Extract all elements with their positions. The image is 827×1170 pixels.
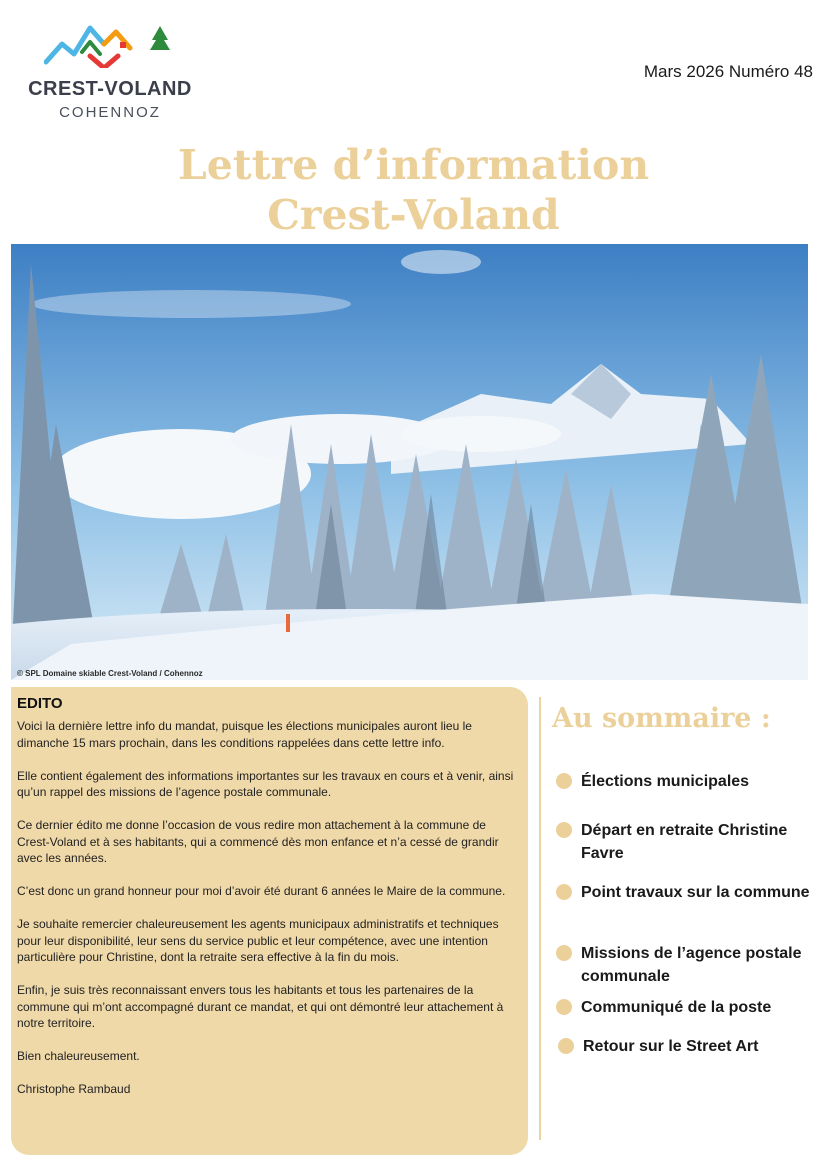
sommaire-item[interactable]: [558, 1035, 816, 1058]
edito-paragraph: Ce dernier édito me donne l’occasion de vous redire mon attachement à la commune de Crest-Voland et à ses habitants, qui a commencé dès mon enfance et n’a cessé de grandir avec les années.: [17, 818, 499, 865]
snowy-landscape-image: [11, 244, 808, 680]
sommaire-item[interactable]: [556, 881, 816, 904]
edito-paragraph: Enfin, je suis très reconnaissant envers tous les habitants et tous les partenaires de la commune qui m’ont accompagné durant ce mandat, et qui ont démontré leur attachement à notre territoire.: [17, 983, 504, 1030]
edito-paragraph: Je souhaite remercier chaleureusement les agents municipaux administratifs et techniques pour leur disponibilité, leur sens du service public et leur compétence, avec une intention particulière pour Christine, dont la retraite sera effective à la fin du mois.: [17, 917, 499, 964]
sommaire-item-label: Point travaux sur la commune: [581, 884, 810, 901]
commune-logo: [14, 22, 206, 124]
title-line-2: Crest-Voland: [267, 191, 560, 239]
bullet-dot-icon: [556, 884, 572, 900]
mountain-logo-icon: [44, 22, 174, 68]
edito-paragraph: Bien chaleureusement.: [17, 1049, 140, 1063]
cover-photo: [11, 244, 808, 680]
sommaire-item-label: Retour sur le Street Art: [583, 1038, 759, 1055]
sommaire-item[interactable]: [556, 996, 816, 1019]
edito-title: EDITO: [17, 695, 63, 712]
edito-paragraph: C’est donc un grand honneur pour moi d’avoir été durant 6 années le Maire de la commune.: [17, 884, 506, 898]
bullet-dot-icon: [558, 1038, 574, 1054]
sommaire-item-label: Missions de l’agence postale communale: [581, 945, 802, 985]
edito-paragraph: Elle contient également des informations importantes sur les travaux en cours et à venir, ainsi qu’un rappel des missions de l’agence postale communale.: [17, 768, 514, 799]
sommaire-item[interactable]: [556, 819, 816, 865]
bullet-dot-icon: [556, 773, 572, 789]
bullet-dot-icon: [556, 945, 572, 961]
logo-name: CREST-VOLAND: [28, 78, 192, 100]
sommaire-item-label: Communiqué de la poste: [581, 999, 772, 1016]
logo-subtitle: COHENNOZ: [59, 104, 161, 121]
edito-panel: [11, 687, 528, 1155]
column-divider: [539, 697, 541, 1140]
edito-paragraph: Voici la dernière lettre info du mandat, puisque les élections municipales auront lieu le dimanche 15 mars prochain, dans les conditions rappelées dans cette lettre info.: [17, 719, 472, 750]
bullet-dot-icon: [556, 999, 572, 1015]
sommaire-item[interactable]: [556, 942, 818, 988]
bullet-dot-icon: [556, 822, 572, 838]
edito-signature: Christophe Rambaud: [17, 1082, 131, 1096]
sommaire-title: Au sommaire :: [552, 703, 771, 734]
sommaire-item[interactable]: [556, 770, 816, 793]
sommaire-item-label: Départ en retraite Christine Favre: [581, 822, 788, 862]
sommaire-item-label: Élections municipales: [581, 773, 750, 790]
photo-credit: © SPL Domaine skiable Crest-Voland / Cohennoz: [17, 669, 203, 678]
issue-number: Mars 2026 Numéro 48: [643, 62, 813, 81]
page-title: [0, 140, 827, 240]
title-line-1: Lettre d’information: [177, 141, 650, 189]
